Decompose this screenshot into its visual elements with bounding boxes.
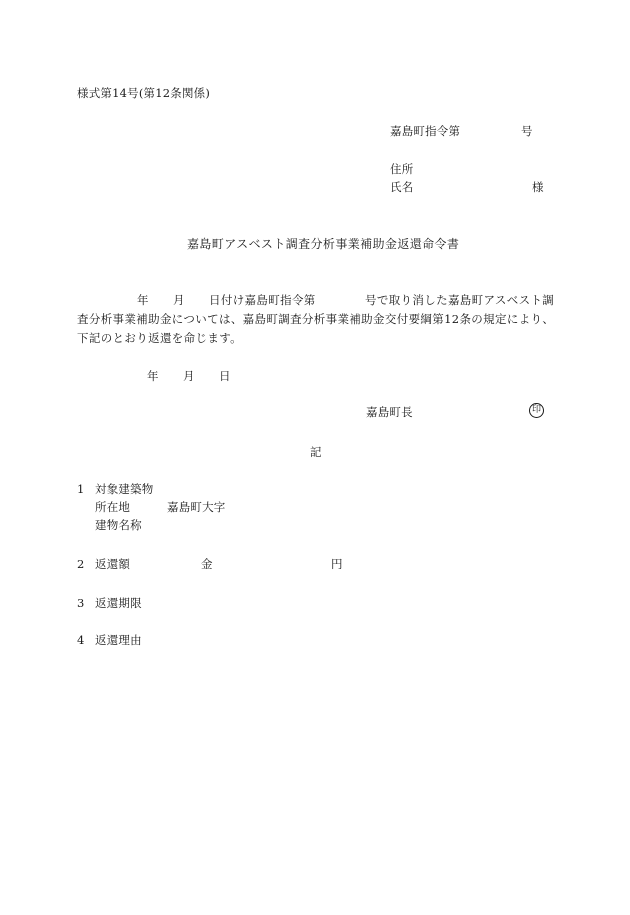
- item2-currency-prefix: 金: [201, 557, 213, 571]
- item1-label: 対象建築物: [95, 482, 154, 496]
- item4-label: 返還理由: [95, 633, 142, 647]
- item1-location-label: 所在地: [95, 500, 131, 514]
- body-month: 月: [173, 293, 185, 307]
- date-month: 月: [183, 369, 195, 383]
- body-line3: 下記のとおり返還を命じます。: [77, 331, 242, 345]
- item2-number: 2: [77, 557, 85, 571]
- seal-stamp: 印: [529, 403, 544, 418]
- item1-location-value: 嘉島町大字: [167, 500, 226, 514]
- name-label: 氏名: [390, 180, 414, 194]
- item3-label: 返還期限: [95, 596, 142, 610]
- form-label: 様式第14号(第12条関係): [77, 86, 211, 100]
- address-label: 住所: [390, 162, 414, 176]
- body-day-reference: 日付け嘉島町指令第: [209, 293, 316, 307]
- directive-number-label: 嘉島町指令第: [390, 124, 461, 138]
- body-line2: 査分析事業補助金については、嘉島町調査分析事業補助金交付要綱第12条の規定により、: [77, 312, 555, 326]
- document-title: 嘉島町アスベスト調査分析事業補助金返還命令書: [187, 237, 460, 251]
- item2-label: 返還額: [95, 557, 131, 571]
- item2-currency-suffix: 円: [331, 557, 343, 571]
- notation-mark: 記: [310, 445, 322, 459]
- body-line1-rest: 号で取り消した嘉島町アスベスト調: [365, 293, 555, 307]
- directive-number-suffix: 号: [521, 124, 533, 138]
- signatory-title: 嘉島町長: [366, 405, 413, 419]
- date-year: 年: [147, 369, 159, 383]
- date-day: 日: [219, 369, 231, 383]
- item1-number: 1: [77, 482, 85, 496]
- item4-number: 4: [77, 633, 85, 647]
- honorific: 様: [532, 180, 544, 194]
- item1-building-name-label: 建物名称: [95, 518, 142, 532]
- body-year: 年: [137, 293, 149, 307]
- item3-number: 3: [77, 596, 85, 610]
